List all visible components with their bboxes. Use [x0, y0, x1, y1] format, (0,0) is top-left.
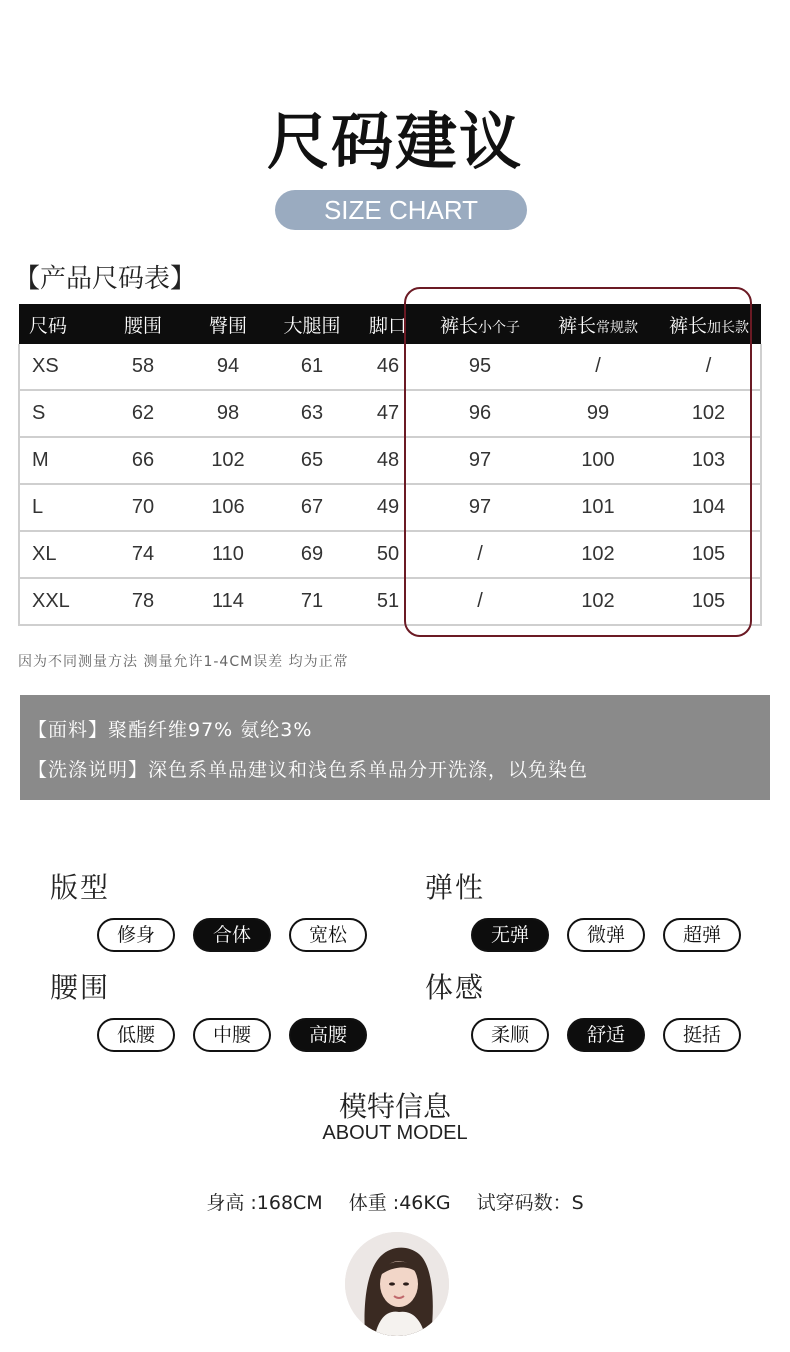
cell-length-regular: 100 — [539, 437, 657, 484]
cell-thigh: 61 — [269, 344, 355, 390]
cell-size: L — [19, 484, 99, 531]
fabric-info-box — [20, 695, 770, 800]
page-title: 尺码建议 — [266, 105, 523, 178]
attr-title-fit: 版型 — [50, 871, 111, 904]
attr-chip: 舒适 — [567, 1018, 645, 1052]
cell-length-petite: / — [421, 578, 539, 625]
cell-length-long: 104 — [657, 484, 761, 531]
cell-hem: 46 — [355, 344, 421, 390]
cell-length-long: 102 — [657, 390, 761, 437]
cell-length-petite: 97 — [421, 437, 539, 484]
cell-hem: 49 — [355, 484, 421, 531]
attr-chip: 超弹 — [663, 918, 741, 952]
cell-size: XXL — [19, 578, 99, 625]
header-length-petite: 裤长小个子 — [421, 304, 539, 344]
header-hem: 脚口 — [355, 304, 421, 344]
cell-length-petite: / — [421, 531, 539, 578]
cell-hip: 110 — [187, 531, 269, 578]
cell-hip: 94 — [187, 344, 269, 390]
cell-thigh: 63 — [269, 390, 355, 437]
cell-thigh: 67 — [269, 484, 355, 531]
cell-waist: 66 — [99, 437, 187, 484]
cell-length-regular: 102 — [539, 531, 657, 578]
cell-length-regular: / — [539, 344, 657, 390]
header-hip: 臀围 — [187, 304, 269, 344]
attr-chip: 微弹 — [567, 918, 645, 952]
fabric-material: 【面料】聚酯纤维97% 氨纶3% — [28, 719, 313, 741]
header-size: 尺码 — [19, 304, 99, 344]
attr-chip: 挺括 — [663, 1018, 741, 1052]
cell-length-regular: 101 — [539, 484, 657, 531]
cell-hem: 50 — [355, 531, 421, 578]
header-length-long: 裤长加长款 — [657, 304, 761, 344]
model-subtitle: ABOUT MODEL — [322, 1122, 468, 1144]
cell-size: S — [19, 390, 99, 437]
cell-hem: 51 — [355, 578, 421, 625]
size-table-title: 【产品尺码表】 — [14, 264, 197, 294]
attr-chip: 宽松 — [289, 918, 367, 952]
attr-chip: 无弹 — [471, 918, 549, 952]
cell-thigh: 71 — [269, 578, 355, 625]
cell-waist: 58 — [99, 344, 187, 390]
model-height: 身高 :168CM — [206, 1192, 323, 1214]
attr-chip: 柔顺 — [471, 1018, 549, 1052]
cell-length-regular: 102 — [539, 578, 657, 625]
cell-size: XL — [19, 531, 99, 578]
measure-note: 因为不同测量方法 测量允许1-4CM误差 均为正常 — [18, 654, 349, 670]
cell-length-regular: 99 — [539, 390, 657, 437]
attr-title-waist: 腰围 — [50, 971, 111, 1004]
model-title: 模特信息 — [338, 1090, 451, 1123]
cell-length-petite: 96 — [421, 390, 539, 437]
attr-chip: 低腰 — [97, 1018, 175, 1052]
model-avatar — [345, 1232, 449, 1336]
cell-hem: 47 — [355, 390, 421, 437]
cell-thigh: 69 — [269, 531, 355, 578]
attr-chip: 合体 — [193, 918, 271, 952]
cell-length-long: / — [657, 344, 761, 390]
washing-instructions: 【洗涤说明】深色系单品建议和浅色系单品分开洗涤，以免染色 — [28, 759, 589, 781]
cell-waist: 62 — [99, 390, 187, 437]
model-weight: 体重 :46KG — [348, 1192, 451, 1214]
cell-length-long: 103 — [657, 437, 761, 484]
model-avatar-icon — [345, 1232, 449, 1336]
cell-size: XS — [19, 344, 99, 390]
cell-thigh: 65 — [269, 437, 355, 484]
attr-title-elasticity: 弹性 — [425, 871, 486, 904]
cell-length-long: 105 — [657, 531, 761, 578]
cell-size: M — [19, 437, 99, 484]
length-columns-highlight — [404, 287, 752, 637]
header-length-regular: 裤长常规款 — [539, 304, 657, 344]
cell-waist: 74 — [99, 531, 187, 578]
cell-hip: 102 — [187, 437, 269, 484]
cell-length-petite: 97 — [421, 484, 539, 531]
cell-hip: 98 — [187, 390, 269, 437]
attr-chip: 修身 — [97, 918, 175, 952]
attr-chip: 中腰 — [193, 1018, 271, 1052]
header-waist: 腰围 — [99, 304, 187, 344]
cell-waist: 78 — [99, 578, 187, 625]
cell-hem: 48 — [355, 437, 421, 484]
attr-chip: 高腰 — [289, 1018, 367, 1052]
model-stats — [0, 1188, 790, 1215]
cell-length-long: 105 — [657, 578, 761, 625]
cell-hip: 106 — [187, 484, 269, 531]
cell-waist: 70 — [99, 484, 187, 531]
cell-length-petite: 95 — [421, 344, 539, 390]
model-size: 试穿码数：S — [476, 1192, 584, 1214]
size-chart-pill: SIZE CHART — [275, 190, 527, 230]
attr-title-feel: 体感 — [425, 971, 486, 1004]
header-thigh: 大腿围 — [269, 304, 355, 344]
cell-hip: 114 — [187, 578, 269, 625]
